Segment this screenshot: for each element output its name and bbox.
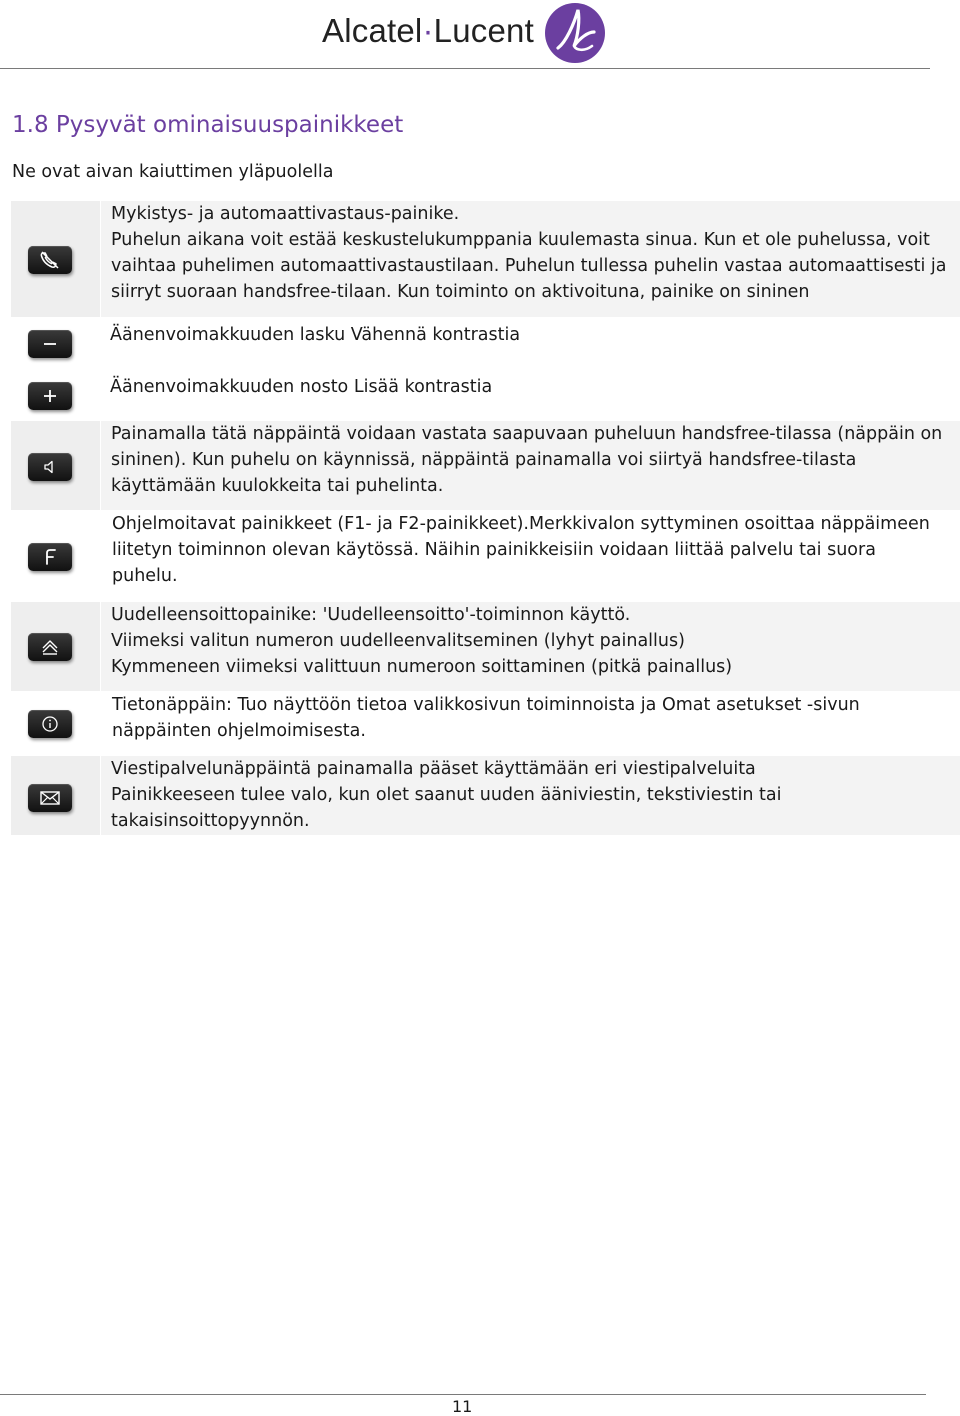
volume-up-key: [28, 382, 72, 410]
alcatel-lucent-logo-icon: [544, 2, 606, 64]
envelope-icon: [39, 790, 61, 806]
key-description: [100, 318, 960, 369]
description-line: puhelu.: [112, 566, 178, 586]
mute-key: [28, 246, 72, 274]
key-icon-cell: [11, 602, 100, 691]
description-line: sininen). Kun puhelu on käynnissä, näppäintä painamalla voi siirtyä handsfree-tilasta: [111, 450, 857, 470]
key-icon-cell: [11, 370, 100, 420]
mute-handset-icon: [39, 250, 61, 270]
minus-icon: [42, 336, 58, 352]
description-line: Äänenvoimakkuuden lasku Vähennä kontrastia: [110, 325, 521, 345]
key-icon-cell: [11, 318, 100, 369]
logo-word-2: Lucent: [433, 12, 534, 49]
key-icon-cell: [11, 692, 100, 755]
key-description: [100, 511, 960, 601]
description-line: Puhelun aikana voit estää keskustelukumppania kuulemasta sinua. Kun et ole puhelussa, voit: [111, 230, 930, 250]
page-header: [0, 0, 930, 69]
key-row-volume-down: [11, 318, 960, 369]
description-line: Viestipalvelunäppäintä painamalla pääset käyttämään eri viestipalveluita: [111, 759, 756, 779]
redial-icon: [40, 638, 60, 656]
key-row-mute: [11, 201, 960, 317]
key-icon-cell: [11, 756, 100, 835]
redial-key: [28, 633, 72, 661]
key-description: [100, 756, 960, 835]
key-description: [100, 421, 960, 510]
key-row-redial: [11, 602, 960, 691]
key-row-speaker: [11, 421, 960, 510]
description-line: Kymmeneen viimeksi valittuun numeroon soittaminen (pitkä painallus): [111, 657, 733, 677]
description-line: Painamalla tätä näppäintä voidaan vastata saapuvaan puheluun handsfree-tilassa (näppäin on: [111, 424, 943, 444]
plus-icon: [42, 388, 58, 404]
description-line: Uudelleensoittopainike: 'Uudelleensoitto'-toiminnon käyttö.: [111, 605, 631, 625]
key-description: [100, 370, 960, 420]
section-title: 1.8 Pysyvät ominaisuuspainikkeet: [12, 112, 404, 138]
description-line: takaisinsoittopyynnön.: [111, 811, 310, 831]
brand-logo-text: [322, 12, 534, 50]
description-line: vaihtaa puhelimen automaattivastaustilaan. Puhelun tullessa puhelin vastaa automaattisesti ja: [111, 256, 947, 276]
key-row-messaging: [11, 756, 960, 835]
key-description: [100, 602, 960, 691]
description-line: liitetyn toiminnon olevan käytössä. Näihin painikkeisiin voidaan liittää palvelu tai suora: [112, 540, 876, 560]
key-description: [100, 201, 960, 317]
description-line: Painikkeeseen tulee valo, kun olet saanut uuden ääniviestin, tekstiviestin tai: [111, 785, 782, 805]
speaker-key: [28, 453, 72, 481]
volume-down-key: [28, 330, 72, 358]
messaging-key: [28, 784, 72, 812]
logo-separator: ·: [422, 12, 434, 49]
info-key: [28, 710, 72, 738]
logo-word-1: Alcatel: [322, 12, 423, 49]
speaker-icon: [42, 459, 58, 475]
key-icon-cell: [11, 201, 100, 317]
description-line: siirryt suoraan handsfree-tilaan. Kun toiminto on aktivoituna, painike on sininen: [111, 282, 810, 302]
description-line: Tietonäppäin: Tuo näyttöön tietoa valikkosivun toiminnoista ja Omat asetukset -sivun: [112, 695, 860, 715]
description-line: Äänenvoimakkuuden nosto Lisää kontrastia: [110, 377, 493, 397]
key-icon-cell: [11, 511, 100, 601]
description-line: näppäinten ohjelmoimisesta.: [112, 721, 366, 741]
function-key-icon: [42, 548, 58, 566]
description-line: Mykistys- ja automaattivastaus-painike.: [111, 204, 460, 224]
key-icon-cell: [11, 421, 100, 510]
footer-divider: [0, 1394, 926, 1395]
function-key: [28, 543, 72, 571]
key-row-info: [11, 692, 960, 755]
key-row-volume-up: [11, 370, 960, 420]
description-line: Ohjelmoitavat painikkeet (F1- ja F2-painikkeet).Merkkivalon syttyminen osoittaa näppäimeen: [112, 514, 930, 534]
section-intro: Ne ovat aivan kaiuttimen yläpuolella: [12, 162, 334, 182]
key-row-function: [11, 511, 960, 601]
page-number: 11: [452, 1397, 473, 1416]
info-icon: [41, 715, 59, 733]
description-line: käyttämään kuulokkeita tai puhelinta.: [111, 476, 444, 496]
key-description: [100, 692, 960, 755]
description-line: Viimeksi valitun numeron uudelleenvalitseminen (lyhyt painallus): [111, 631, 685, 651]
